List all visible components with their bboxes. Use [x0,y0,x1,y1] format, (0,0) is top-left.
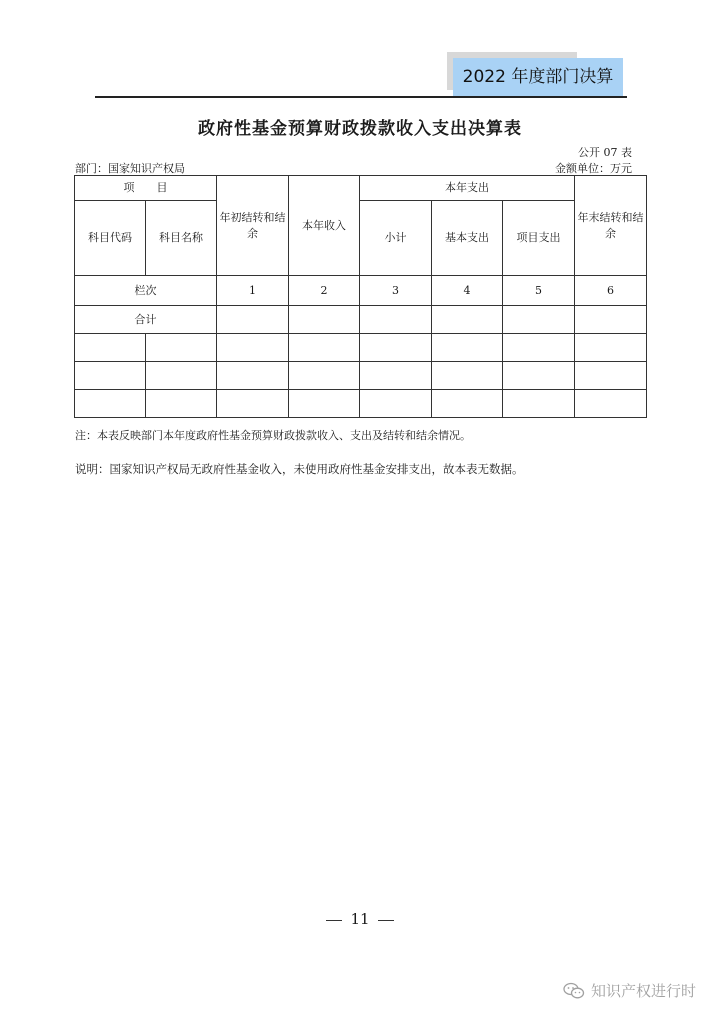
year-report-tag: 2022 年度部门决算 [453,58,623,96]
column-number: 6 [575,276,647,306]
table-cell [432,362,503,390]
header-begin-balance: 年初结转和结余 [217,176,289,276]
page-number-right-dash [378,920,394,921]
table-cell [75,390,146,418]
table-cell [360,362,432,390]
table-cell [503,390,575,418]
row-label-total: 合计 [75,306,217,334]
table-cell [289,334,360,362]
header-basic-expenditure: 基本支出 [432,201,503,276]
header-subtotal: 小计 [360,201,432,276]
amount-unit-label: 金额单位：万元 [555,162,632,175]
table-cell [503,362,575,390]
table-cell [503,334,575,362]
table-cell [432,306,503,334]
column-number: 2 [289,276,360,306]
table-explanation: 说明：国家知识产权局无政府性基金收入，未使用政府性基金安排支出，故本表无数据。 [75,462,524,476]
table-cell [575,334,647,362]
table-row [75,334,647,362]
table-cell [432,334,503,362]
table-cell [360,390,432,418]
budget-table [74,175,647,418]
column-number: 4 [432,276,503,306]
header-subject-name: 科目名称 [146,201,217,276]
table-cell [575,362,647,390]
column-number: 5 [503,276,575,306]
page-number [0,910,720,928]
table-row [75,276,647,306]
header-expenditure-group: 本年支出 [360,176,575,201]
watermark [563,980,696,1001]
table-row [75,390,647,418]
page-title: 政府性基金预算财政拨款收入支出决算表 [198,119,522,139]
department-label: 部门：国家知识产权局 [75,162,185,175]
table-cell [360,306,432,334]
table-cell [75,362,146,390]
table-cell [289,362,360,390]
table-cell [289,390,360,418]
table-cell [75,334,146,362]
header-project-expenditure: 项目支出 [503,201,575,276]
table-cell [146,390,217,418]
column-number: 1 [217,276,289,306]
table-cell [146,362,217,390]
header-end-balance: 年末结转和结余 [575,176,647,276]
table-cell [503,306,575,334]
table-cell [217,334,289,362]
column-number: 3 [360,276,432,306]
table-cell [575,390,647,418]
table-cell [146,334,217,362]
header-divider [95,96,627,98]
page-number-value: 11 [350,910,370,928]
table-cell [289,306,360,334]
table-cell [217,390,289,418]
table-cell [217,362,289,390]
table-note: 注：本表反映部门本年度政府性基金预算财政拨款收入、支出及结转和结余情况。 [75,429,471,442]
row-label-column-no: 栏次 [75,276,217,306]
header-income: 本年收入 [289,176,360,276]
header-item: 项 目 [75,176,217,201]
page-number-left-dash [326,920,342,921]
table-cell [217,306,289,334]
watermark-text: 知识产权进行时 [590,982,696,1000]
form-number: 公开 07 表 [578,146,632,159]
table-row [75,362,647,390]
table-cell [575,306,647,334]
table-cell [360,334,432,362]
chat-bubbles-icon [563,982,585,1000]
header-subject-code: 科目代码 [75,201,146,276]
table-row [75,306,647,334]
table-cell [432,390,503,418]
